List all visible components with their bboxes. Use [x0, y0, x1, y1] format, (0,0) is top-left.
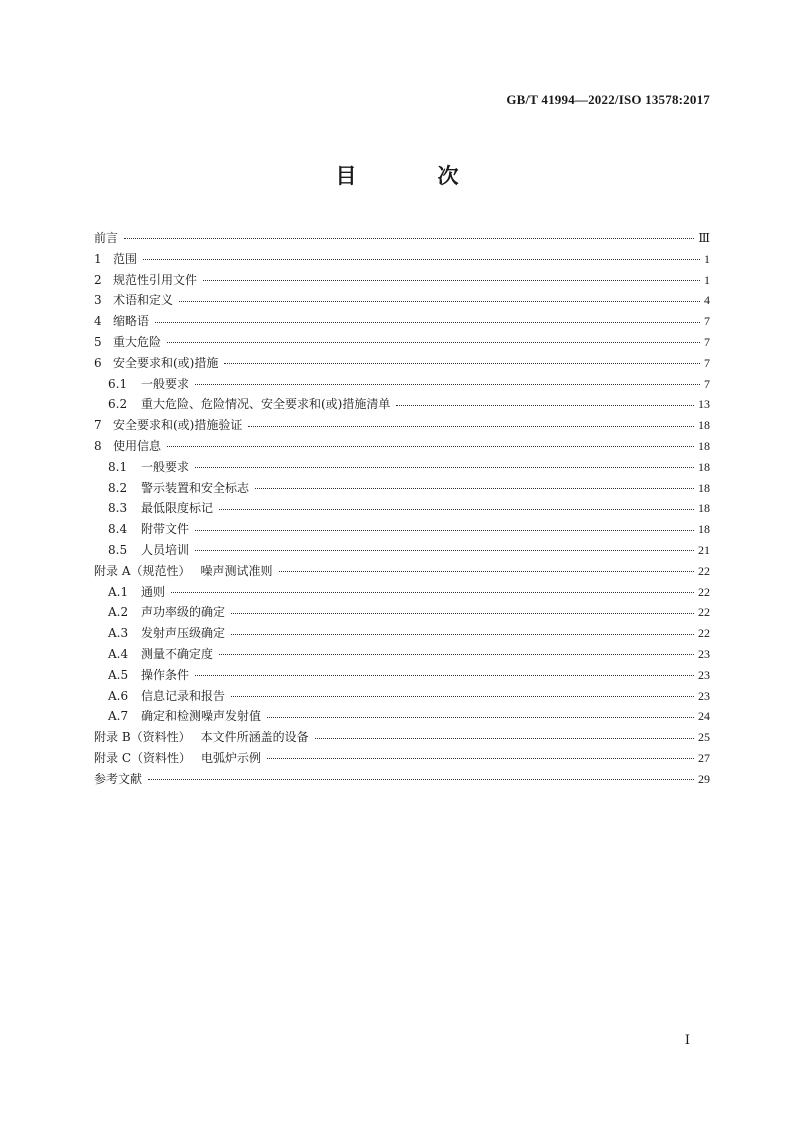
toc-entry-label: 缩略语 — [113, 314, 150, 329]
toc-entry-page: 27 — [698, 750, 710, 765]
page-number: Ⅰ — [684, 1032, 690, 1047]
toc-entry-label: 确定和检测噪声发射值 — [141, 709, 262, 724]
toc-entry-page: 18 — [698, 418, 710, 433]
toc-entry-page: 18 — [698, 522, 710, 537]
toc-entry-page: 1 — [704, 251, 710, 266]
toc-entry-number: 8.3 — [108, 501, 128, 516]
toc-entry-annex-c[interactable] — [94, 748, 710, 769]
leader-dots — [396, 399, 694, 411]
toc-entry-8-1[interactable] — [94, 457, 710, 478]
toc-entry-label: 信息记录和报告 — [141, 688, 226, 703]
toc-entry-a-2[interactable] — [94, 602, 710, 623]
table-of-contents — [94, 228, 710, 790]
toc-entry-number: 7 — [94, 418, 102, 433]
toc-entry-number: 8 — [94, 438, 102, 453]
toc-entry-page: 4 — [704, 293, 710, 308]
leader-dots — [219, 648, 694, 660]
leader-dots — [195, 378, 700, 390]
toc-entry-label: 规范性引用文件 — [113, 272, 198, 287]
leader-dots — [195, 544, 694, 556]
toc-entry-3[interactable] — [94, 290, 710, 311]
toc-entry-8-3[interactable] — [94, 498, 710, 519]
toc-entry-page: 22 — [698, 584, 710, 599]
leader-dots — [267, 711, 694, 723]
toc-entry-label: 前言 — [94, 231, 119, 245]
toc-entry-page: 22 — [698, 605, 710, 620]
toc-entry-page: 24 — [698, 709, 710, 724]
toc-entry-7[interactable] — [94, 415, 710, 436]
toc-entry-a-1[interactable] — [94, 582, 710, 603]
leader-dots — [167, 440, 694, 452]
toc-entry-page: 25 — [698, 730, 710, 745]
toc-entry-number: 8.2 — [108, 480, 128, 495]
page-title: 目 次 — [335, 164, 489, 188]
toc-entry-page: 18 — [698, 501, 710, 516]
toc-entry-page: 7 — [704, 314, 710, 329]
toc-entry-label: 重大危险 — [113, 334, 162, 349]
toc-entry-label: 噪声测试准则 — [200, 563, 273, 578]
toc-entry-number: A.1 — [108, 584, 129, 599]
leader-dots — [279, 565, 695, 577]
toc-entry-label: 安全要求和(或)措施验证 — [113, 418, 243, 433]
leader-dots — [171, 586, 694, 598]
toc-entry-page: 23 — [698, 688, 710, 703]
toc-entry-label: 一般要求 — [141, 376, 190, 391]
leader-dots — [148, 773, 694, 785]
toc-entry-number: 2 — [94, 272, 102, 287]
toc-entry-8-4[interactable] — [94, 519, 710, 540]
toc-entry-label: 重大危险、危险情况、安全要求和(或)措施清单 — [141, 397, 391, 412]
toc-entry-a-6[interactable] — [94, 686, 710, 707]
leader-dots — [219, 503, 694, 515]
toc-entry-6[interactable] — [94, 353, 710, 374]
toc-entry-number: A.7 — [108, 709, 129, 724]
toc-entry-6-2[interactable] — [94, 394, 710, 415]
toc-entry-page: 29 — [698, 771, 710, 786]
toc-entry-number: 附录 B（资料性） — [94, 730, 191, 745]
toc-entry-page: 18 — [698, 480, 710, 495]
toc-entry-number: 6.2 — [108, 397, 128, 412]
toc-entry-number: 3 — [94, 293, 102, 308]
toc-entry-page: Ⅲ — [698, 231, 710, 245]
toc-entry-label: 操作条件 — [141, 667, 190, 682]
leader-dots — [167, 336, 700, 348]
leader-dots — [224, 357, 700, 369]
leader-dots — [143, 253, 700, 265]
toc-entry-label: 通则 — [141, 584, 166, 599]
toc-entry-label: 参考文献 — [94, 771, 143, 786]
toc-entry-number: 6 — [94, 355, 102, 370]
toc-entry-a-4[interactable] — [94, 644, 710, 665]
toc-entry-label: 声功率级的确定 — [141, 605, 226, 620]
leader-dots — [255, 482, 694, 494]
toc-entry-2[interactable] — [94, 270, 710, 291]
toc-entry-page: 23 — [698, 646, 710, 661]
toc-entry-bibliography[interactable] — [94, 769, 710, 790]
toc-entry-label: 安全要求和(或)措施 — [113, 355, 219, 370]
toc-entry-label: 本文件所涵盖的设备 — [200, 730, 309, 745]
toc-entry-label: 术语和定义 — [113, 293, 174, 308]
leader-dots — [248, 420, 694, 432]
leader-dots — [203, 274, 700, 286]
toc-entry-a-7[interactable] — [94, 706, 710, 727]
toc-entry-number: 1 — [94, 251, 102, 266]
leader-dots — [315, 732, 694, 744]
toc-entry-a-5[interactable] — [94, 665, 710, 686]
toc-entry-6-1[interactable] — [94, 374, 710, 395]
toc-entry-8[interactable] — [94, 436, 710, 457]
toc-entry-label: 最低限度标记 — [141, 501, 214, 516]
toc-entry-label: 使用信息 — [113, 438, 162, 453]
leader-dots — [195, 669, 694, 681]
toc-entry-number: 附录 A（规范性） — [94, 563, 191, 578]
toc-entry-page: 7 — [704, 355, 710, 370]
toc-entry-4[interactable] — [94, 311, 710, 332]
leader-dots — [155, 316, 700, 328]
toc-entry-number: 8.1 — [108, 459, 128, 474]
toc-entry-number: A.2 — [108, 605, 129, 620]
toc-entry-label: 人员培训 — [141, 542, 190, 557]
toc-entry-8-2[interactable] — [94, 478, 710, 499]
toc-entry-label: 发射声压级确定 — [141, 626, 226, 641]
leader-dots — [179, 295, 700, 307]
toc-entry-page: 7 — [704, 334, 710, 349]
toc-entry-foreword[interactable] — [94, 228, 710, 249]
toc-entry-label: 电弧炉示例 — [201, 750, 262, 765]
toc-entry-number: A.3 — [108, 626, 129, 641]
standard-number: GB/T 41994—2022/ISO 13578:2017 — [506, 92, 710, 107]
toc-entry-5[interactable] — [94, 332, 710, 353]
toc-entry-number: 6.1 — [108, 376, 128, 391]
toc-entry-page: 21 — [698, 542, 710, 557]
toc-entry-page: 22 — [698, 626, 710, 641]
toc-entry-number: 4 — [94, 314, 102, 329]
toc-entry-page: 18 — [698, 438, 710, 453]
toc-entry-number: A.5 — [108, 667, 129, 682]
toc-entry-label: 范围 — [113, 251, 138, 266]
toc-entry-number: 附录 C（资料性） — [94, 750, 191, 765]
toc-entry-page: 18 — [698, 459, 710, 474]
toc-entry-a-3[interactable] — [94, 623, 710, 644]
toc-entry-annex-b[interactable] — [94, 727, 710, 748]
toc-entry-number: 5 — [94, 334, 102, 349]
toc-entry-1[interactable] — [94, 249, 710, 270]
toc-entry-page: 13 — [698, 397, 710, 412]
toc-entry-page: 22 — [698, 563, 710, 578]
toc-entry-number: A.6 — [108, 688, 129, 703]
toc-entry-page: 7 — [704, 376, 710, 391]
toc-entry-label: 一般要求 — [141, 459, 190, 474]
toc-entry-number: 8.4 — [108, 522, 128, 537]
leader-dots — [231, 690, 694, 702]
toc-entry-8-5[interactable] — [94, 540, 710, 561]
leader-dots — [267, 752, 694, 764]
toc-entry-page: 1 — [704, 272, 710, 287]
toc-entry-number: 8.5 — [108, 542, 128, 557]
toc-entry-page: 23 — [698, 667, 710, 682]
leader-dots — [195, 461, 694, 473]
toc-entry-annex-a[interactable] — [94, 561, 710, 582]
toc-entry-label: 测量不确定度 — [141, 646, 214, 661]
leader-dots — [231, 607, 694, 619]
leader-dots — [195, 524, 694, 536]
toc-entry-number: A.4 — [108, 646, 129, 661]
toc-entry-label: 附带文件 — [141, 522, 190, 537]
leader-dots — [124, 232, 694, 244]
leader-dots — [231, 628, 694, 640]
toc-entry-label: 警示装置和安全标志 — [141, 480, 250, 495]
